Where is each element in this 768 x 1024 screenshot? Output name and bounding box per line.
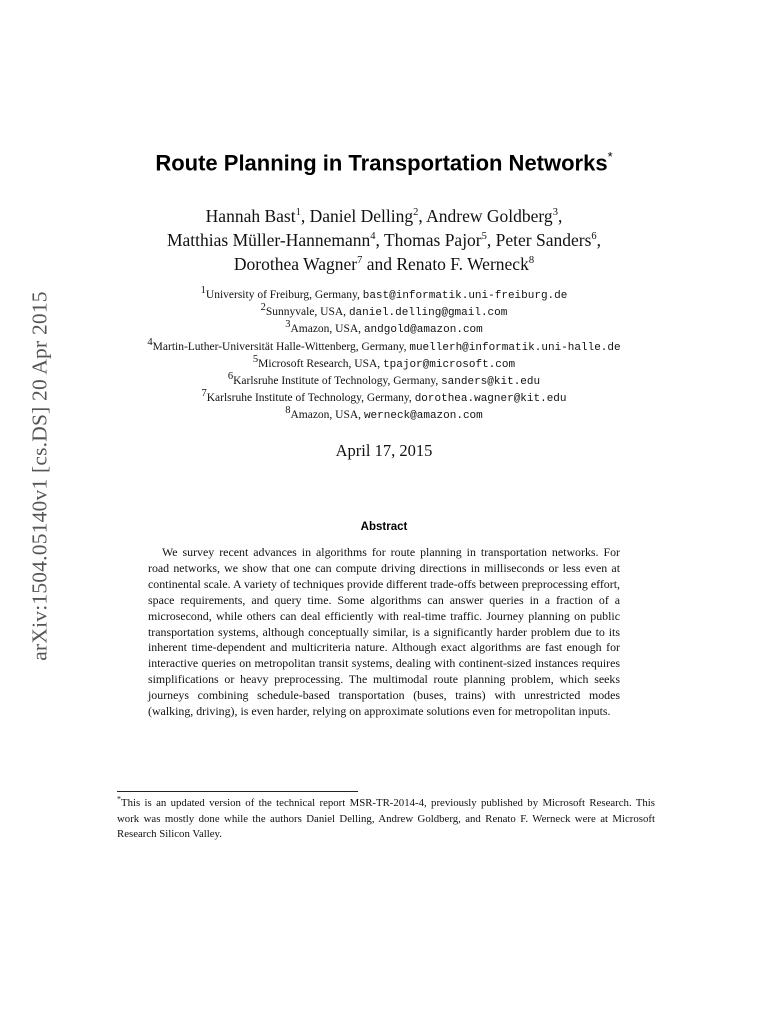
author-separator: , [418,206,427,226]
affiliation-mark: 5 [252,353,259,365]
author-affil-mark: 1 [295,207,301,219]
affiliation-row [0,390,768,407]
author-name: Peter Sanders [495,230,592,250]
affiliation-email: sanders@kit.edu [441,376,541,389]
affiliation-mark: 7 [201,388,207,400]
affiliation-text: Microsoft Research, USA, [258,357,384,370]
affiliation-mark: 4 [147,336,153,348]
author-name: Dorothea Wagner [233,254,358,274]
footnote-mark: * [117,794,121,804]
author-affil-mark: 2 [413,207,419,219]
affiliation-text: University of Freiburg, Germany, [205,289,363,301]
footnote-rule [117,791,358,792]
author-separator: , [557,206,563,226]
author-line [0,252,768,276]
affiliation-email: werneck@amazon.com [363,410,483,423]
title-footnote-mark: * [607,149,613,164]
affiliation-row [0,336,768,356]
footnote [117,796,655,843]
affiliation-mark: 2 [260,302,266,314]
author-name: Thomas Pajor [383,230,482,250]
affiliation-row [0,287,768,304]
author-separator: , [375,230,384,250]
author-line [0,204,768,228]
paper-date: April 17, 2015 [335,441,433,460]
affiliation-text: Karlsruhe Institute of Technology, Germany, [206,392,415,405]
affiliation-email: daniel.delling@gmail.com [348,307,508,320]
affiliation-mark: 3 [285,319,291,331]
author-line [0,228,768,252]
affiliation-text: Martin-Luther-Universität Halle-Wittenberg, Germany, [152,340,410,353]
affiliation-email: bast@informatik.uni-freiburg.de [362,290,568,302]
author-affil-mark: 5 [481,231,487,243]
paper-title [0,150,768,176]
author-name: Matthias Müller-Hannemann [166,230,371,250]
affiliation-row [0,321,768,338]
affiliation-row [0,407,768,424]
affiliation-text: Amazon, USA, [290,323,364,336]
paper-title-text: Route Planning in Transportation Networks [155,150,608,176]
author-affil-mark: 6 [591,231,597,243]
abstract-heading: Abstract [360,521,408,533]
affiliation-row [0,373,768,390]
affiliation-row [0,304,768,321]
affiliation-mark: 8 [285,405,291,417]
author-separator: , [596,230,602,250]
author-affil-mark: 3 [552,207,558,219]
affiliation-email: dorothea.wagner@kit.edu [414,393,567,406]
author-name: Renato F. Werneck [396,254,529,274]
author-separator: , [486,230,496,250]
arxiv-side-stamp: arXiv:1504.05140v1 [cs.DS] 20 Apr 2015 [27,291,52,661]
affiliation-row [0,353,768,373]
author-name: Daniel Delling [309,206,414,226]
affiliation-text: Amazon, USA, [290,409,364,422]
affiliation-email: muellerh@informatik.uni-halle.de [409,341,621,354]
footnote-text: This is an updated version of the technical report MSR-TR-2014-4, previously published by Microsoft Research. This work was mostly done while the authors Daniel Delling, Andrew Goldberg, and Renato F. Werneck were at Microsoft Research Silicon Valley. [117,797,655,840]
author-separator: , [300,206,310,226]
author-separator: and [362,254,397,274]
author-name: Hannah Bast [205,206,296,226]
abstract-body: We survey recent advances in algorithms for route planning in transportation networks. For road networks, we show that one can compute driving directions in milliseconds or less even at continental scale. A variety of techniques provide different trade-offs between preprocessing effort, space requirements, and query time. Some algorithms can answer queries in a fraction of a microsecond, while others can deal efficiently with real-time traffic. Journey planning on public transportation systems, although conceptually similar, is a significantly harder problem due to its inherent time-dependent and multicriteria nature. Although exact algorithms are fast enough for interactive queries on metropolitan transit systems, dealing with continent-sized instances requires simplifications or heavy preprocessing. The multimodal route planning problem, which seeks journeys combining schedule-based transportation (buses, trains) with unrestricted modes (walking, driving), is even harder, relying on approximate solutions even for metropolitan inputs. [148,545,620,719]
author-affil-mark: 8 [528,255,535,267]
affiliation-mark: 1 [200,285,206,297]
affiliation-list [0,287,768,425]
affiliation-email: andgold@amazon.com [363,324,483,337]
affiliation-text: Karlsruhe Institute of Technology, Germany, [233,375,442,388]
author-list [0,204,768,276]
author-name: Andrew Goldberg [426,206,553,226]
affiliation-mark: 6 [227,371,234,383]
affiliation-text: Sunnyvale, USA, [265,306,349,319]
affiliation-email: tpajor@microsoft.com [383,358,516,371]
author-affil-mark: 7 [357,255,363,267]
author-affil-mark: 4 [370,231,376,243]
